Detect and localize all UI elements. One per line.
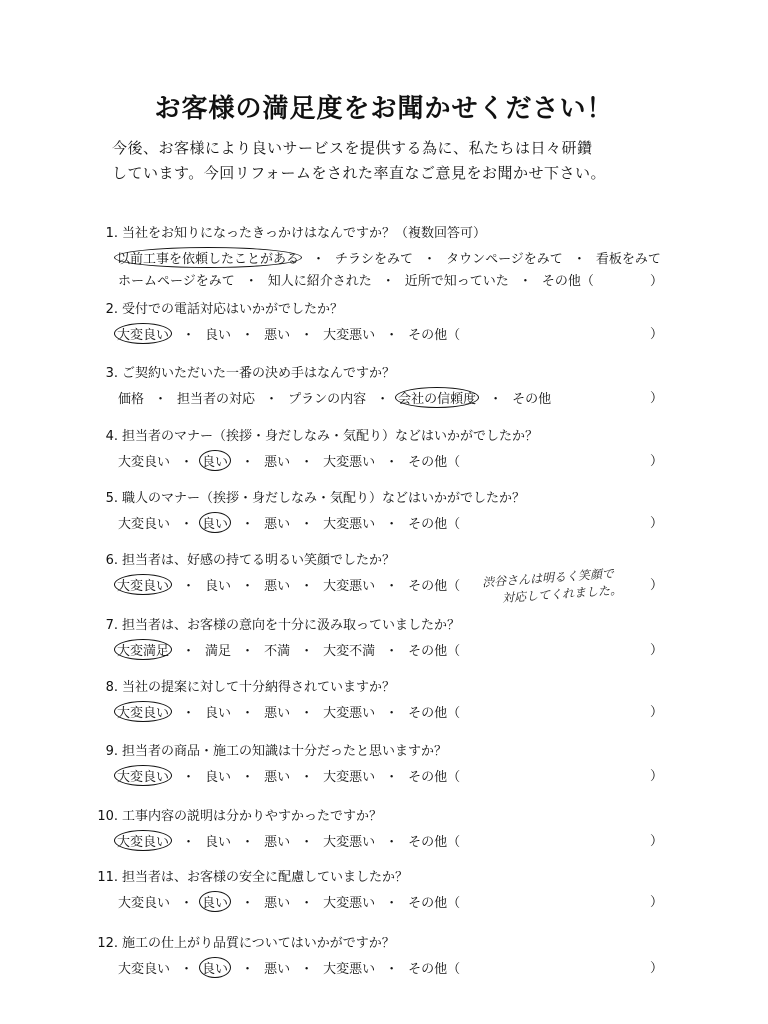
q1-option-2[interactable]: チラシをみて: [335, 252, 414, 267]
close-paren: ）: [650, 274, 664, 289]
option-separator: ・: [241, 644, 255, 659]
question-9-options: [118, 765, 460, 786]
option-separator: ・: [300, 455, 314, 470]
option-separator: ・: [300, 579, 314, 594]
option-separator: ・: [241, 896, 255, 911]
handwritten-comment-line-1: 渋谷さんは明るく笑顔で: [481, 566, 615, 590]
q7-option-1[interactable]: 大変満足: [114, 639, 172, 660]
question-number: 9.: [105, 744, 118, 759]
survey-title: お客様の満足度をお聞かせください！: [154, 94, 614, 124]
option-separator: ・: [300, 644, 314, 659]
question-7-options: [118, 639, 460, 660]
q10-option-2[interactable]: 良い: [205, 835, 232, 850]
option-separator: ・: [518, 274, 532, 289]
option-separator: ・: [244, 274, 258, 289]
q12-option-4[interactable]: 大変悪い: [323, 962, 376, 977]
option-separator: ・: [182, 644, 196, 659]
close-paren: ）: [650, 643, 664, 658]
option-separator: ・: [300, 770, 314, 785]
intro-line-2: しています。今回リフォームをされた率直なご意見をお聞かせ下さい。: [112, 164, 607, 182]
q7-option-4[interactable]: 大変不満: [323, 644, 376, 659]
close-paren: ）: [650, 769, 664, 784]
close-paren: ）: [650, 895, 664, 910]
option-separator: ・: [300, 706, 314, 721]
question-number: 4.: [105, 429, 118, 444]
option-separator: ・: [300, 962, 314, 977]
question-11-heading: [80, 866, 680, 885]
option-separator: ・: [385, 517, 399, 532]
q3-option-2[interactable]: 担当者の対応: [177, 392, 256, 407]
q6-option-3[interactable]: 悪い: [264, 579, 291, 594]
q3-option-4[interactable]: 会社の信頼度: [395, 387, 479, 408]
option-separator: ・: [154, 392, 168, 407]
option-separator: ・: [385, 455, 399, 470]
question-number: 10.: [97, 809, 118, 824]
q9-option-1[interactable]: 大変良い: [114, 765, 172, 786]
question-text: 当社の提案に対して十分納得されていますか？: [122, 680, 396, 695]
q11-option-5[interactable]: その他（: [408, 896, 461, 911]
close-paren: ）: [650, 961, 664, 976]
q1-option-11[interactable]: ホームページをみて: [118, 274, 235, 289]
close-paren: ）: [650, 327, 664, 342]
option-separator: ・: [385, 770, 399, 785]
question-number: 12.: [97, 936, 118, 951]
q12-option-1[interactable]: 大変良い: [118, 962, 171, 977]
option-separator: ・: [241, 770, 255, 785]
close-paren: ）: [650, 578, 664, 593]
option-separator: ・: [241, 579, 255, 594]
q8-option-2[interactable]: 良い: [205, 706, 232, 721]
question-10-heading: [80, 805, 680, 824]
q8-option-4[interactable]: 大変悪い: [323, 706, 376, 721]
question-9-heading: [80, 740, 680, 759]
option-separator: ・: [182, 770, 196, 785]
q11-option-1[interactable]: 大変良い: [118, 896, 171, 911]
close-paren: ）: [650, 705, 664, 720]
question-number: 2.: [105, 302, 118, 317]
q4-option-1[interactable]: 大変良い: [118, 455, 171, 470]
option-separator: ・: [241, 835, 255, 850]
question-text: 当社をお知りになったきっかけはなんですか？（複数回答可）: [122, 226, 487, 241]
question-1-heading: [80, 222, 680, 241]
q5-option-3[interactable]: 悪い: [264, 517, 291, 532]
q5-option-1[interactable]: 大変良い: [118, 517, 171, 532]
option-separator: ・: [180, 517, 194, 532]
option-separator: ・: [265, 392, 279, 407]
close-paren: ）: [650, 516, 664, 531]
option-separator: ・: [300, 835, 314, 850]
q6-option-1[interactable]: 大変良い: [114, 574, 172, 595]
question-1-options: [118, 270, 594, 289]
question-5-heading: [80, 487, 680, 506]
q1-option-13[interactable]: 近所で知っていた: [404, 274, 509, 289]
option-separator: ・: [241, 962, 255, 977]
question-text: 担当者のマナー（挨拶・身だしなみ・気配り）などはいかがでしたか？: [122, 429, 539, 444]
question-8-heading: [80, 676, 680, 695]
q2-option-4[interactable]: 大変悪い: [323, 328, 376, 343]
question-1-options: [118, 247, 661, 268]
question-3-heading: [80, 362, 680, 381]
q1-option-1[interactable]: 以前工事を依頼したことがある: [114, 247, 302, 268]
option-separator: ・: [241, 706, 255, 721]
q1-option-12[interactable]: 知人に紹介された: [267, 274, 372, 289]
question-10-options: [118, 830, 460, 851]
question-text: ご契約いただいた一番の決め手はなんですか？: [122, 366, 396, 381]
q11-option-2[interactable]: 良い: [199, 891, 231, 912]
q1-option-3[interactable]: タウンページをみて: [446, 252, 563, 267]
q1-option-4[interactable]: 看板をみて: [595, 252, 661, 267]
option-separator: ・: [385, 579, 399, 594]
question-number: 3.: [105, 366, 118, 381]
question-text: 担当者の商品・施工の知識は十分だったと思いますか？: [122, 744, 448, 759]
q10-option-1[interactable]: 大変良い: [114, 830, 172, 851]
intro-line-1: 今後、お客様により良いサービスを提供する為に、私たちは日々研鑽: [112, 139, 593, 157]
option-separator: ・: [241, 517, 255, 532]
q9-option-4[interactable]: 大変悪い: [323, 770, 376, 785]
q4-option-4[interactable]: 大変悪い: [323, 455, 376, 470]
q12-option-5[interactable]: その他（: [408, 962, 461, 977]
option-separator: ・: [182, 328, 196, 343]
question-text: 工事内容の説明は分かりやすかったですか？: [122, 809, 383, 824]
option-separator: ・: [423, 252, 437, 267]
option-separator: ・: [180, 896, 194, 911]
question-7-heading: [80, 614, 680, 633]
q6-option-2[interactable]: 良い: [205, 579, 232, 594]
option-separator: ・: [385, 328, 399, 343]
option-separator: ・: [381, 274, 395, 289]
q2-option-3[interactable]: 悪い: [264, 328, 291, 343]
q3-option-5[interactable]: その他: [512, 392, 552, 407]
question-number: 5.: [105, 491, 118, 506]
close-paren: ）: [650, 834, 664, 849]
option-separator: ・: [300, 328, 314, 343]
question-2-options: [118, 323, 460, 344]
option-separator: ・: [241, 328, 255, 343]
q4-option-5[interactable]: その他（: [408, 455, 461, 470]
option-separator: ・: [385, 706, 399, 721]
question-text: 職人のマナー（挨拶・身だしなみ・気配り）などはいかがでしたか？: [122, 491, 526, 506]
question-6-options: [118, 574, 460, 595]
q9-option-3[interactable]: 悪い: [264, 770, 291, 785]
question-4-heading: [80, 425, 680, 444]
q6-option-5[interactable]: その他（: [408, 579, 461, 594]
q8-option-5[interactable]: その他（: [408, 706, 461, 721]
question-number: 7.: [105, 618, 118, 633]
q12-option-3[interactable]: 悪い: [264, 962, 291, 977]
q4-option-3[interactable]: 悪い: [264, 455, 291, 470]
q6-option-4[interactable]: 大変悪い: [323, 579, 376, 594]
option-separator: ・: [385, 896, 399, 911]
q3-option-3[interactable]: プランの内容: [288, 392, 367, 407]
option-separator: ・: [182, 835, 196, 850]
q1-option-14[interactable]: その他（: [541, 274, 594, 289]
close-paren: ）: [650, 454, 664, 469]
q7-option-3[interactable]: 不満: [264, 644, 291, 659]
question-12-heading: [80, 932, 680, 951]
question-number: 1.: [105, 226, 118, 241]
question-number: 11.: [97, 870, 118, 885]
question-text: 受付での電話対応はいかがでしたか？: [122, 302, 344, 317]
option-separator: ・: [241, 455, 255, 470]
q4-option-2[interactable]: 良い: [199, 450, 231, 471]
question-text: 担当者は、お客様の安全に配慮していましたか？: [122, 870, 409, 885]
question-4-options: [118, 450, 460, 471]
close-paren: ）: [650, 391, 664, 406]
q2-option-5[interactable]: その他（: [408, 328, 461, 343]
option-separator: ・: [180, 455, 194, 470]
q7-option-5[interactable]: その他（: [408, 644, 461, 659]
option-separator: ・: [572, 252, 586, 267]
q12-option-2[interactable]: 良い: [199, 957, 231, 978]
q5-option-2[interactable]: 良い: [199, 512, 231, 533]
question-2-heading: [80, 298, 680, 317]
question-text: 担当者は、好感の持てる明るい笑顔でしたか？: [122, 553, 396, 568]
question-3-options: [118, 387, 551, 408]
option-separator: ・: [385, 962, 399, 977]
option-separator: ・: [180, 962, 194, 977]
q5-option-5[interactable]: その他（: [408, 517, 461, 532]
question-8-options: [118, 701, 460, 722]
option-separator: ・: [300, 517, 314, 532]
q10-option-4[interactable]: 大変悪い: [323, 835, 376, 850]
question-number: 6.: [105, 553, 118, 568]
option-separator: ・: [376, 392, 390, 407]
q8-option-3[interactable]: 悪い: [264, 706, 291, 721]
question-text: 担当者は、お客様の意向を十分に汲み取っていましたか？: [122, 618, 461, 633]
q3-option-1[interactable]: 価格: [118, 392, 145, 407]
option-separator: ・: [300, 896, 314, 911]
q10-option-5[interactable]: その他（: [408, 835, 461, 850]
q9-option-5[interactable]: その他（: [408, 770, 461, 785]
q2-option-1[interactable]: 大変良い: [114, 323, 172, 344]
q8-option-1[interactable]: 大変良い: [114, 701, 172, 722]
option-separator: ・: [385, 644, 399, 659]
question-12-options: [118, 957, 460, 978]
q11-option-3[interactable]: 悪い: [264, 896, 291, 911]
q9-option-2[interactable]: 良い: [205, 770, 232, 785]
question-number: 8.: [105, 680, 118, 695]
question-text: 施工の仕上がり品質についてはいかがですか？: [122, 936, 395, 951]
option-separator: ・: [312, 252, 326, 267]
q11-option-4[interactable]: 大変悪い: [323, 896, 376, 911]
q10-option-3[interactable]: 悪い: [264, 835, 291, 850]
question-11-options: [118, 891, 460, 912]
q5-option-4[interactable]: 大変悪い: [323, 517, 376, 532]
handwritten-comment-line-2: 対応してくれました。: [501, 582, 623, 606]
option-separator: ・: [489, 392, 503, 407]
q7-option-2[interactable]: 満足: [205, 644, 232, 659]
option-separator: ・: [182, 579, 196, 594]
option-separator: ・: [385, 835, 399, 850]
question-5-options: [118, 512, 460, 533]
q2-option-2[interactable]: 良い: [205, 328, 232, 343]
option-separator: ・: [182, 706, 196, 721]
